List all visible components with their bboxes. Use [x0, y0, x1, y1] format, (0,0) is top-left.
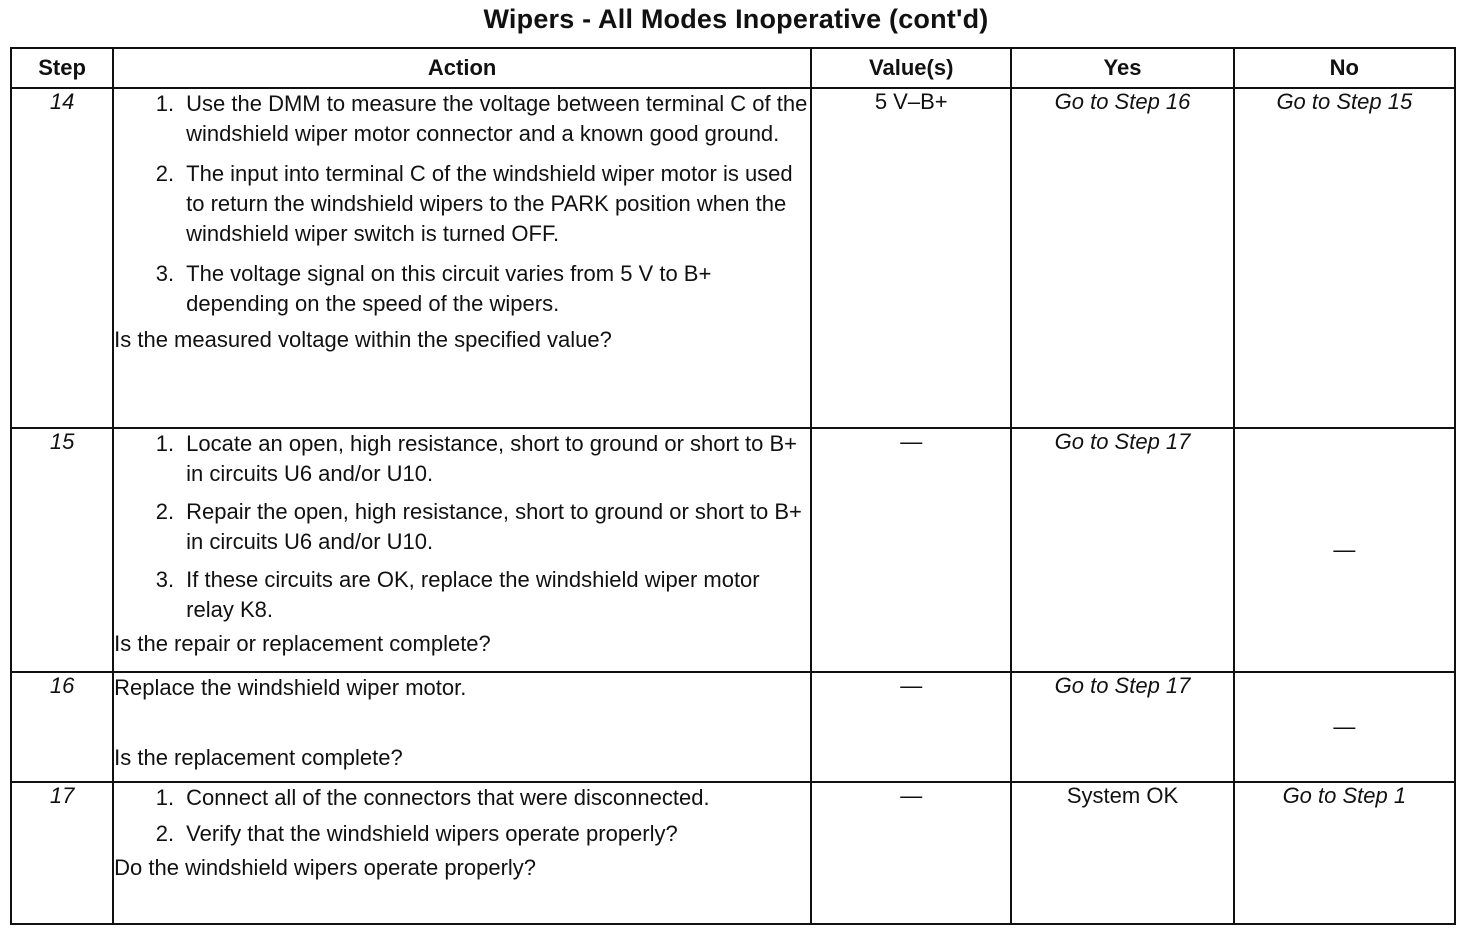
- action-step: 2. Repair the open, high resistance, short to ground or short to B+ in circuits U6 and/or U10.: [155, 499, 802, 554]
- page-title: Wipers - All Modes Inoperative (cont'd): [483, 4, 989, 34]
- header-step: Step: [11, 48, 113, 88]
- action-steps: [114, 783, 810, 849]
- action-question: Is the repair or replacement complete?: [114, 631, 491, 656]
- header-yes: Yes: [1011, 48, 1233, 88]
- table-row: [11, 782, 1455, 924]
- value-cell: —: [811, 428, 1011, 672]
- action-step: 1. Use the DMM to measure the voltage between terminal C of the windshield wiper motor connector and a known good ground.: [155, 91, 808, 146]
- table-row: [11, 672, 1455, 782]
- action-step: 3. The voltage signal on this circuit varies from 5 V to B+ depending on the speed of the wipers.: [155, 261, 712, 316]
- yes-result: Go to Step 17: [1011, 428, 1233, 672]
- yes-result: Go to Step 16: [1011, 88, 1233, 428]
- action-line: Replace the windshield wiper motor.: [114, 675, 467, 700]
- value-cell: —: [811, 672, 1011, 782]
- header-value: Value(s): [811, 48, 1011, 88]
- step-number: 17: [11, 782, 113, 924]
- action-step: 1. Connect all of the connectors that were disconnected.: [155, 785, 710, 810]
- no-result: —: [1234, 428, 1455, 672]
- action-cell: [113, 782, 811, 924]
- action-steps: [114, 89, 810, 319]
- step-number: 16: [11, 672, 113, 782]
- action-cell: [113, 428, 811, 672]
- header-no: No: [1234, 48, 1455, 88]
- header-action: Action: [113, 48, 811, 88]
- action-cell: [113, 672, 811, 782]
- action-step: 2. The input into terminal C of the windshield wiper motor is used to return the windshield wipers to the PARK position when the windshield wiper switch is turned OFF.: [155, 161, 793, 246]
- diagnostic-table: [10, 47, 1456, 925]
- action-step: 3. If these circuits are OK, replace the windshield wiper motor relay K8.: [155, 567, 760, 622]
- yes-result: Go to Step 17: [1011, 672, 1233, 782]
- action-question: Is the measured voltage within the specified value?: [114, 327, 612, 352]
- no-result: —: [1234, 672, 1455, 782]
- table-row: [11, 88, 1455, 428]
- action-steps: [114, 429, 810, 625]
- yes-result: System OK: [1011, 782, 1233, 924]
- action-cell: [113, 88, 811, 428]
- action-question: Is the replacement complete?: [114, 745, 403, 770]
- action-question: Do the windshield wipers operate properly?: [114, 855, 537, 880]
- value-cell: —: [811, 782, 1011, 924]
- step-number: 14: [11, 88, 113, 428]
- table-row: [11, 428, 1455, 672]
- action-step: 1. Locate an open, high resistance, short to ground or short to B+ in circuits U6 and/or U10.: [155, 431, 798, 486]
- no-result: Go to Step 15: [1234, 88, 1455, 428]
- value-cell: 5 V–B+: [811, 88, 1011, 428]
- action-step: 2. Verify that the windshield wipers operate properly?: [155, 821, 678, 846]
- header-row: [11, 48, 1455, 88]
- no-result: Go to Step 1: [1234, 782, 1455, 924]
- step-number: 15: [11, 428, 113, 672]
